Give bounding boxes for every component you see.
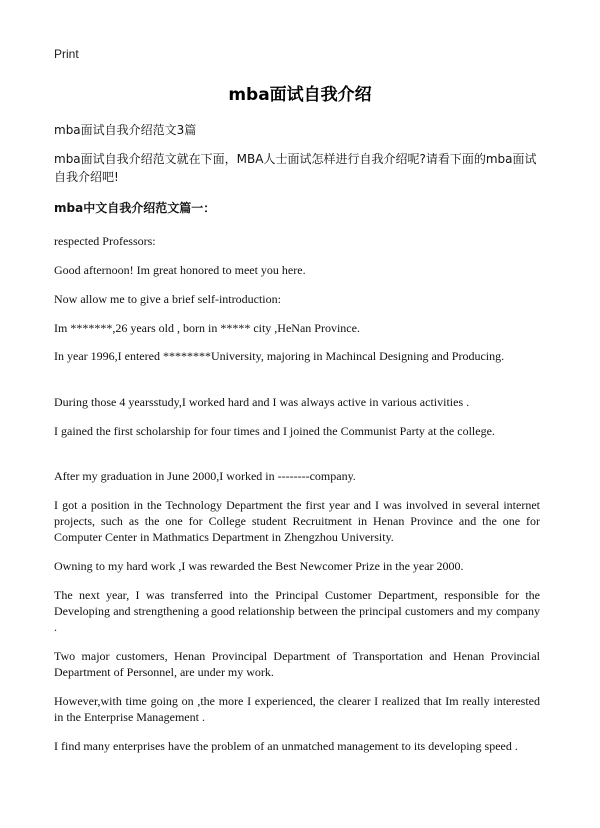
intro-paragraph: mba面试自我介绍范文就在下面，MBA人士面试怎样进行自我介绍呢?请看下面的mba面试自我介绍吧!	[54, 152, 537, 184]
paragraph-enterprises-problem: I find many enterprises have the problem of an unmatched management to its developing speed .	[54, 739, 518, 753]
subtitle: mba面试自我介绍范文3篇	[54, 123, 197, 137]
paragraph-enterprise-management: However,with time going on ,the more I experienced, the clearer I realized that Im really interested in the Enterprise Management .	[54, 694, 540, 724]
paragraph-salutation: respected Professors:	[54, 234, 156, 248]
paragraph-customer-dept: The next year, I was transferred into the Principal Customer Department, responsible for the Developing and strengthening a good relationship between the principal customers and my company .	[54, 588, 540, 634]
paragraph-graduation: After my graduation in June 2000,I worked in --------company.	[54, 469, 356, 483]
paragraph-greeting: Good afternoon! Im great honored to meet you here.	[54, 263, 306, 277]
paragraph-major-customers: Two major customers, Henan Provincipal Department of Transportation and Henan Provincial Department of Personnel, are under my work.	[54, 649, 540, 679]
paragraph-university: In year 1996,I entered ********University, majoring in Machincal Designing and Producing.	[54, 349, 505, 363]
page-title: mba面试自我介绍	[228, 85, 372, 105]
paragraph-name-age: Im *******,26 years old , born in ***** city ,HeNan Province.	[54, 321, 360, 335]
section-heading: mba中文自我介绍范文篇一：	[54, 201, 216, 215]
print-link[interactable]: Print	[54, 47, 79, 61]
paragraph-study-years: During those 4 yearsstudy,I worked hard and I was always active in various activities .	[54, 395, 470, 409]
paragraph-technology-dept: I got a position in the Technology Department the first year and I was involved in several internet projects, such as the one for College student Recruitment in Henan Province and the one for Computer Center in Mathmatics Department in Zhengzhou University.	[54, 498, 540, 544]
paragraph-scholarship: I gained the first scholarship for four times and I joined the Communist Party at the college.	[54, 424, 495, 438]
paragraph-newcomer-prize: Owning to my hard work ,I was rewarded the Best Newcomer Prize in the year 2000.	[54, 559, 464, 573]
paragraph-intro-line: Now allow me to give a brief self-introduction:	[54, 292, 281, 306]
